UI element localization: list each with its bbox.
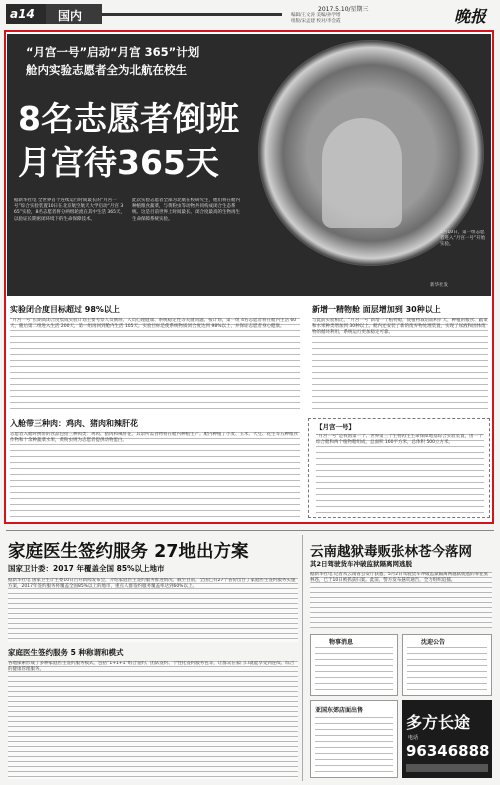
ad-2-title: 沈迎公告 — [421, 639, 446, 646]
page-number-badge — [6, 4, 46, 24]
ad-1-text — [315, 647, 393, 693]
subhead-closure: 实验闭合度目标超过 98%以上 — [10, 305, 120, 314]
bottom-right-body: 据新华社电 记者从云南省公安厅获悉，5月2日驾驶货车冲破监狱隔离网越狱脱逃的罪犯张林苍，已于10日被抓获归案。此前，警方发布悬赏通告，全力组织追捕。 — [310, 572, 492, 628]
ad-3-text — [315, 717, 393, 773]
ad-3-title: 亚国东郊店面出售 — [315, 707, 364, 714]
bottom-right-headline: 云南越狱毒贩张林苍今落网 — [310, 544, 472, 560]
subhead-plant-cabin: 新增一精物舱 面层增加到 30种以上 — [312, 305, 441, 314]
ad-box-1 — [310, 634, 398, 696]
ad-box-phone — [402, 700, 492, 778]
bottom-divider — [6, 530, 494, 531]
body-plant-cabin: 与此前实验相比，“月宫一号”新增一个植物舱，使植物栽培面积扩大，种植的粮食、蔬菜和水果种类增加到 30种以上。舱内还安装了新的废弃物处理装置，实现了尿液和固体废物的循环利用，系统运行更加稳定可靠。 — [312, 318, 488, 414]
bottom-left-headline: 家庭医生签约服务 27地出方案 — [8, 542, 249, 562]
ad-phone-strip — [406, 764, 488, 772]
body-closure: “月宫一号”长期高闭合度集成实验计划主要考察人员倒班、人员心理健康、系统稳定性等关键问题。按计划，第一组 4名志愿者将在舱内生活 60天，随后第二组进入生活 200天，第一组再回到舱内生活 105天。实验目标是使系统物质闭合度达到 98%以上，并保证志愿者身心健康。 — [10, 318, 300, 414]
feature-intro: 据新华社电 全世界首个连续运行时间最长的“月宫一号”综合实验装置10日在北京航空航天大学启动“月宫 365”实验，8名志愿者将分两组轮流在其中生活 365天，以验证长期密闭环境下的生命保障技术。 — [14, 198, 125, 222]
bottom-left-subhead: 国家卫计委：2017 年覆盖全国 85%以上地市 — [8, 564, 165, 573]
sidebar-title: 【月宫一号】 — [316, 423, 355, 431]
bottom-left-body: 据新华社电 国家卫生计生委10日召开新闻发布会，介绍家庭医生签约服务推进情况。截至目前，全国已有27个省份出台了家庭医生签约服务实施方案，2017年签约服务将覆盖全国85%以上的地市，重点人群签约服务覆盖率达到60%以上。 — [8, 578, 298, 642]
section-tab — [46, 4, 102, 24]
ad-box-3 — [310, 700, 398, 778]
ad-logo-text: 多方长途 — [406, 713, 471, 732]
section-label: 国内 — [58, 9, 83, 23]
photo-credit: 新华社发 — [430, 283, 448, 288]
ad-1-title: 物事消息 — [329, 639, 354, 646]
ad-box-2 — [402, 634, 492, 696]
ad-2-text — [407, 647, 487, 693]
header-editor: 编辑/王文涛 美编/孙学增 — [291, 13, 341, 18]
column-rule — [302, 535, 303, 781]
newspaper-brand: 晚报 — [454, 7, 487, 26]
sidebar-body: “月宫一号”是我国第一个、世界第三个生物再生生命保障地基综合实验装置，由一个综合舱和两个植物舱组成，总面积 160平方米，总体积 500立方米。 — [316, 434, 484, 514]
ad-phone-number: 96346888 — [406, 742, 490, 760]
bottom-right-subhead: 其2日驾驶货车冲破监狱隔离网逃脱 — [310, 560, 413, 568]
feature-intro-continued: 此次实验志愿者全部为北航在校研究生，他们将在舱内种植粮食蔬菜，与黄粉虫等动物共同构成闭合生态系统。这是目前世界上时间最长、闭合度最高的生物再生生命保障系统实验。 — [132, 198, 240, 222]
bottom-left-body-2: 各地探索形成了多种家庭医生签约服务模式，包括“1+1+1”组合签约、团队签约、个性化签约服务包等，让群众在家门口就能享受到连续、综合的健康管理服务。 — [8, 661, 298, 779]
feature-headline-2: 月宫待365天 — [18, 143, 219, 182]
feature-kicker-1: “月宫一号”启动“月宫 365”计划 — [26, 45, 200, 59]
header-proof: 组版/宋孟建 校对/李会霞 — [291, 19, 341, 24]
header-rule — [102, 13, 282, 16]
ad-phone-prefix: 电话 — [408, 735, 419, 741]
feature-headline-1: 8名志愿者倒班 — [18, 99, 239, 138]
body-food: 志愿者入舱时携带的食品包括三种肉类：鸡肉、猪肉和辣肝花，其余所需食物将在舱内种植生产。舱内种植了小麦、玉米、大豆、花生等五种粮食作物和十余种蔬菜水果，黄粉虫则为志愿者提供动物蛋白。 — [10, 432, 300, 518]
subhead-food: 入舱带三种肉：鸡肉、猪肉和辣肝花 — [10, 419, 138, 428]
bottom-left-section-title: 家庭医生签约服务 5 种称谓和模式 — [8, 648, 124, 657]
feature-photo-figure — [322, 118, 402, 228]
page-header — [6, 4, 496, 26]
header-date: 2017.5.10/星期三 — [318, 6, 369, 13]
page-number: a14 — [10, 7, 35, 21]
photo-note: 5月10日，第一组志愿者进入“月宫一号”开始实验。 — [440, 230, 486, 248]
feature-kicker-2: 舱内实验志愿者全为北航在校生 — [26, 63, 187, 77]
